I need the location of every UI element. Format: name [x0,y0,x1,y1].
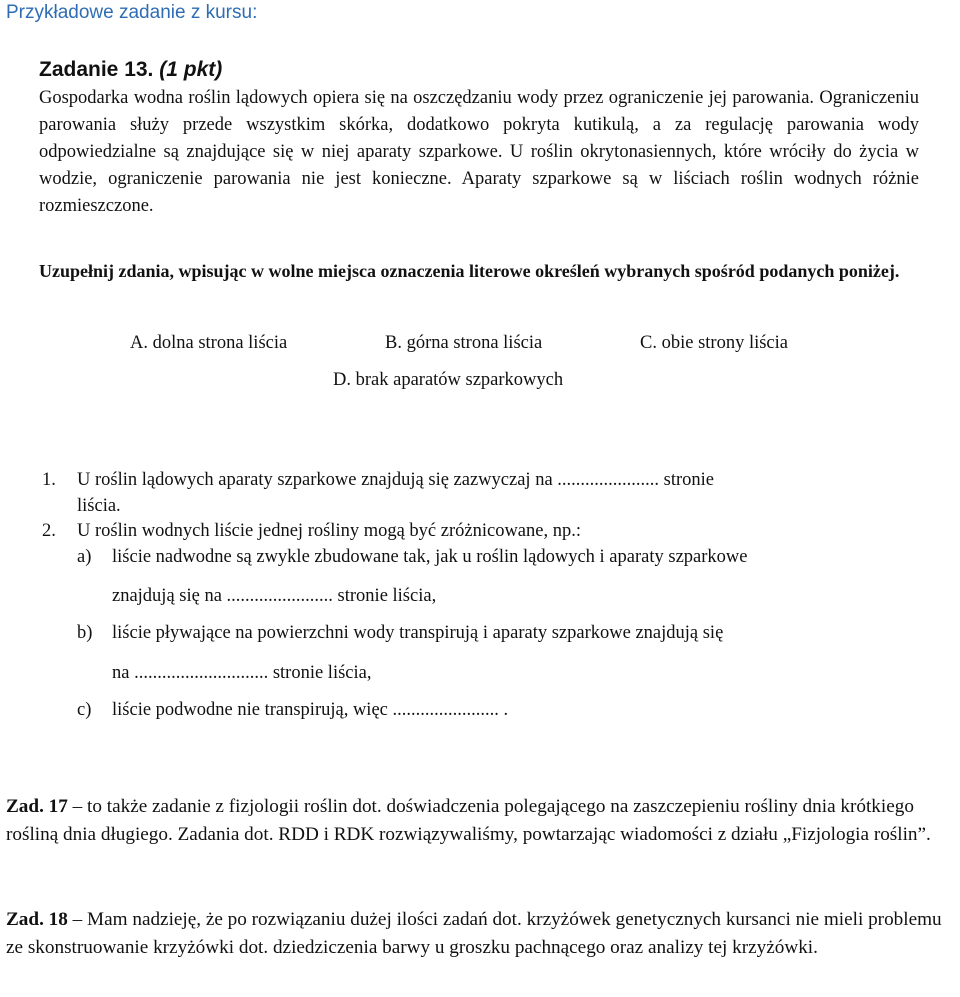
task-title [39,58,222,82]
question-2-line1: U roślin wodnych liście jednej rośliny mogą być zróżnicowane, np.: [77,521,581,541]
task-number: Zadanie 13. [39,58,154,81]
question-1-line2: liścia. [77,496,121,516]
option-d: D. brak aparatów szparkowych [333,370,564,390]
subquestion-b-line1: liście pływające na powierzchni wody transpirują i aparaty szparkowe znajdują się [112,623,724,643]
scanned-task-image [0,50,960,730]
note-zad-17 [6,793,956,848]
note-zad-18-label: Zad. 18 [6,909,68,930]
note-zad-18 [6,906,956,961]
note-zad-17-text: – to także zadanie z fizjologii roślin dot. doświadczenia polegającego na zaszczepieniu rośliny dnia krótkiego rośliną dnia długiego. Zadania dot. RDD i RDK rozwiązywaliśmy, powtarzając wiadomości z działu „Fizjologia roślin”. [6,796,931,845]
option-a: A. dolna strona liścia [130,333,288,353]
question-1-number: 1. [42,470,56,490]
option-b: B. górna strona liścia [385,333,543,353]
option-c: C. obie strony liścia [640,333,788,353]
subquestion-b-line2: na ............................. stronie liścia, [112,663,372,683]
note-zad-17-label: Zad. 17 [6,796,68,817]
note-zad-18-text: – Mam nadzieję, że po rozwiązaniu dużej ilości zadań dot. krzyżówek genetycznych kursanci nie mieli problemu ze skonstruowanie krzyżówki dot. dziedziczenia barwy u groszku pachnącego oraz analizy tej krzyżówki. [6,909,942,958]
question-1-line1: U roślin lądowych aparaty szparkowe znajdują się zazwyczaj na ...................... stronie [77,470,715,490]
subquestion-c-line1: liście podwodne nie transpirują, więc ....................... . [112,700,509,720]
question-2-number: 2. [42,521,56,541]
task-instruction: Uzupełnij zdania, wpisując w wolne miejsca oznaczenia literowe określeń wybranych spośród podanych poniżej. [39,261,900,281]
task-intro: Gospodarka wodna roślin lądowych opiera się na oszczędzaniu wody przez ograniczenie jej parowania. Ograniczeniu parowania służy przede wszystkim skórka, dodatkowo pokryta kutikulą, a za regulację parowania wody odpowiedzialne są znajdujące się w niej aparaty szparkowe. U roślin okrytonasiennych, które wróciły do życia w wodzie, ograniczenie parowania nie jest konieczne. Aparaty szparkowe są w liściach roślin wodnych różnie rozmieszczone. [39,88,919,216]
subquestion-a-label: a) [77,547,92,567]
subquestion-b-label: b) [77,623,93,643]
subquestion-a-line2: znajdują się na ....................... stronie liścia, [112,586,437,606]
task-points: (1 pkt) [159,58,223,81]
subquestion-c-label: c) [77,700,92,720]
subquestion-a-line1: liście nadwodne są zwykle zbudowane tak, jak u roślin lądowych i aparaty szparkowe [112,547,748,567]
page-heading: Przykładowe zadanie z kursu: [6,2,258,23]
